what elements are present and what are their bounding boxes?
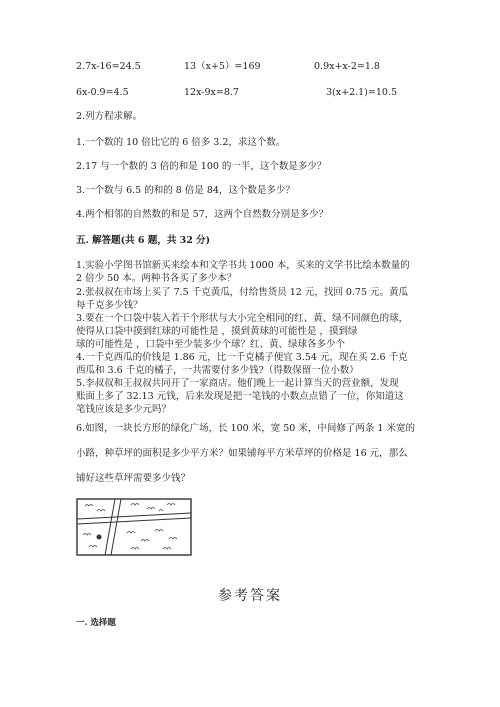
plaza-diagram (75, 497, 193, 557)
question-line: 使得从口袋中摸到红球的可能性是 ，摸到黄球的可能性是 ，摸到绿 (76, 326, 358, 337)
plaza-outline (77, 499, 191, 555)
section-heading-equations: 2.列方程求解。 (76, 111, 143, 122)
question-6 (76, 416, 426, 491)
problem-item: 1.一个数的 10 倍比它的 6 倍多 3.2，求这个数。 (76, 137, 286, 148)
equation-1: 2.7x-16=24.5 (76, 61, 141, 72)
path-horizontal (77, 513, 191, 524)
question-2 (76, 286, 426, 312)
equation-6: 3(x+2.1)=10.5 (326, 87, 397, 98)
equation-4: 6x-0.9=4.5 (76, 87, 129, 98)
question-line: 球的可能性是 ，口袋中至少装多少个球？红、黄、绿球各多少个 (76, 339, 346, 350)
question-3 (76, 312, 426, 351)
question-line: 每千克多少钱？ (76, 300, 143, 311)
question-line: 账面上多了 32.13 元钱，后来发现是把一笔钱的小数点点错了一位，你知道这 (76, 391, 404, 402)
answers-section-heading: 一. 选择题 (76, 618, 116, 628)
question-line: 3.要在一个口袋中装入若干个形状与大小完全相同的红、黄、绿不同颜色的球， (76, 313, 409, 324)
tree-mark (97, 535, 102, 540)
problem-item: 4.两个相邻的自然数的和是 57，这两个自然数分别是多少？ (76, 209, 329, 220)
question-line: 小路，种草坪的面积是多少平方米？如果铺每平方米草坪的价格是 16 元，那么 (76, 448, 408, 459)
question-5 (76, 377, 426, 416)
section-heading-solve: 五. 解答题(共 6 题，共 32 分) (76, 235, 211, 246)
question-1 (76, 259, 426, 285)
question-4 (76, 351, 426, 377)
question-line: 5.李叔叔和王叔叔共同开了一家商店。他们晚上一起计算当天的营业额，发现 (76, 378, 399, 389)
problem-item: 3.一个数与 6.5 的和的 8 倍是 84，这个数是多少？ (76, 185, 295, 196)
question-line: 笔钱应该是多少元吗？ (76, 404, 172, 415)
equation-2: 13（x+5）=169 (184, 61, 261, 72)
question-line: 2 倍少 50 本。两种书各买了多少本？ (76, 273, 237, 284)
question-line: 6.如图，一块长方形的绿化广场，长 100 米，宽 50 米，中间修了两条 1 米宽的 (76, 423, 415, 434)
grass-marks (83, 504, 177, 550)
question-line: 西瓜和 3.6 千克的橘子，一共需要付多少钱?（得数保留一位小数） (76, 365, 359, 376)
question-line: 4.一千克西瓜的价钱是 1.86 元，比一千克橘子便宜 3.54 元，现在买 2.6 千克 (76, 352, 408, 363)
equation-5: 12x-9x=8.7 (184, 87, 239, 98)
problem-item: 2.17 与一个数的 3 倍的和是 100 的一半，这个数是多少？ (76, 161, 327, 172)
question-line: 铺好这些草坪需要多少钱？ (76, 473, 191, 484)
equation-3: 0.9x+x-2=1.8 (314, 61, 380, 72)
answers-title: 参考答案 (218, 588, 282, 604)
question-line: 1.实验小学图书馆新买来绘本和文学书共 1000 本，买来的文学书比绘本数量的 (76, 260, 410, 271)
path-vertical (105, 499, 121, 555)
question-line: 2.张叔叔在市场上买了 7.5 千克黄瓜，付给售货员 12 元，找回 0.75 元。黄瓜 (76, 287, 409, 298)
